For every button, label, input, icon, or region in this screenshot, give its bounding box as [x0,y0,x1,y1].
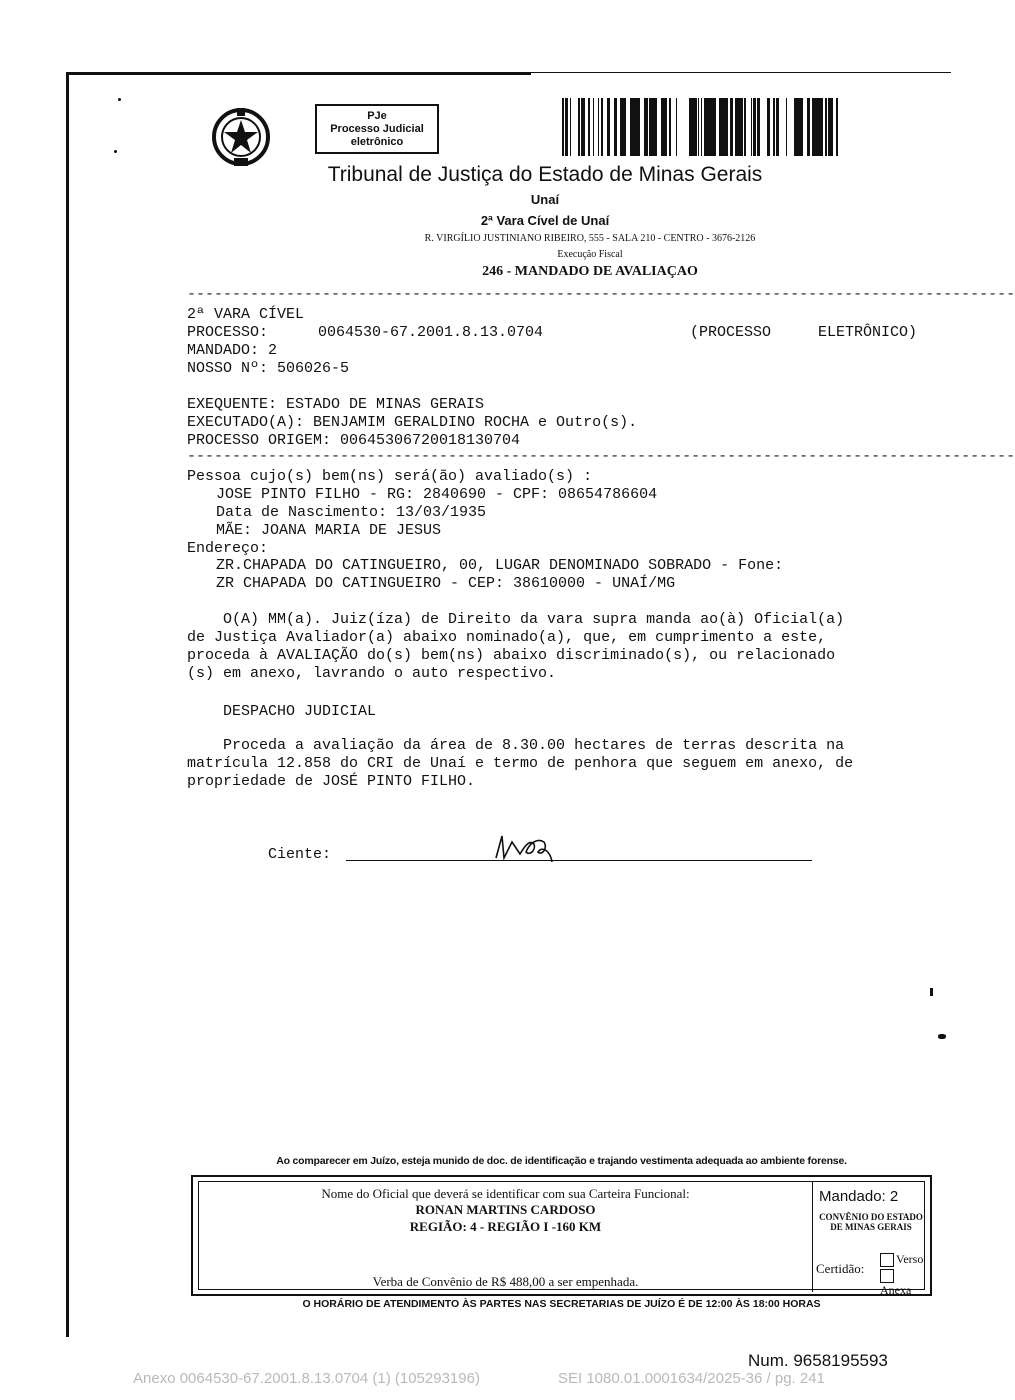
pje-logo-box [315,104,439,154]
verso-label: Verso [896,1252,924,1266]
signature-icon [490,828,560,864]
address-line-2: ZR CHAPADA DO CATINGUEIRO - CEP: 38610000 - UNAÍ/MG [216,575,676,592]
exequente-line: EXEQUENTE: ESTADO DE MINAS GERAIS [187,396,485,413]
verso-checkbox[interactable] [880,1253,894,1267]
pje-line-3: eletrônico [350,136,404,148]
processo-label: PROCESSO: [187,324,269,341]
processo-number: 0064530-67.2001.8.13.0704 [318,324,544,341]
top-border-line [66,72,531,75]
processo-origem-line: PROCESSO ORIGEM: 00645306720018130704 [187,432,521,449]
document-title: 246 - MANDADO DE AVALIAÇAO [482,264,698,279]
executado-line: EXECUTADO(A): BENJAMIM GERALDINO ROCHA e Outro(s). [187,414,638,431]
barcode-icon [562,98,837,156]
address-line-1: ZR.CHAPADA DO CATINGUEIRO, 00, LUGAR DENOMINADO SOBRADO - Fone: [216,557,784,574]
city-name: Unaí [530,192,560,207]
official-name: RONAN MARTINS CARDOSO [415,1202,596,1217]
person-heading: Pessoa cujo(s) bem(ns) será(ão) avaliado(s) : [187,468,593,485]
ciente-label: Ciente: [268,846,332,863]
vara-line: 2ª VARA CÍVEL [187,306,305,323]
anexa-label: Anexa [880,1282,912,1297]
court-address: R. VIRGÍLIO JUSTINIANO RIBEIRO, 555 - SALA 210 - CENTRO - 3676-2126 [424,233,756,244]
convenio-line-2: DE MINAS GERAIS [830,1222,912,1232]
signature-line [346,860,812,861]
person-name-line: JOSE PINTO FILHO - RG: 2840690 - CPF: 08654786604 [216,486,658,503]
certidao-label: Certidão: [816,1261,865,1276]
coat-of-arms-icon [210,106,272,168]
dashed-separator: -------------------------------------------------------------------------------------------- [187,286,1015,303]
despacho-line-2: matrícula 12.858 do CRI de Unaí e termo de penhora que seguem em anexo, de [187,755,854,772]
anexa-option[interactable] [880,1267,924,1296]
scan-speck [930,988,933,996]
dashed-separator: -------------------------------------------------------------------------------------------- [187,448,1015,465]
convenio-line-1: CONVÊNIO DO ESTADO [819,1212,923,1222]
footer-mandado: Mandado: 2 [819,1188,899,1205]
official-info-box [191,1175,932,1296]
classe-label: Execução Fiscal [557,249,623,260]
document-num: Num. 9658195593 [748,1351,888,1370]
verso-option[interactable] [880,1252,924,1267]
nosso-numero-line: NOSSO Nº: 506026-5 [187,360,350,377]
vara-name: 2ª Vara Cível de Unaí [480,213,610,228]
scan-speck [114,150,117,153]
body-para-line-4: (s) em anexo, lavrando o auto respectivo. [187,665,557,682]
body-para-line-1: O(A) MM(a). Juiz(íza) de Direito da vara supra manda ao(à) Oficial(a) [187,611,845,628]
left-border-line [66,72,69,1337]
scan-speck [118,98,121,101]
court-name: Tribunal de Justiça do Estado de Minas Gerais [327,163,763,186]
official-info-inner-border [198,1181,925,1297]
pje-line-2: Processo Judicial [330,123,424,135]
person-mother-line: MÃE: JOANA MARIA DE JESUS [216,522,442,539]
official-region: REGIÃO: 4 - REGIÃO I -160 KM [409,1219,602,1234]
body-para-line-2: de Justiça Avaliador(a) abaixo nominado(a), que, em cumprimento a este, [187,629,827,646]
top-border-line-thin [531,72,951,73]
horario-notice: O HORÁRIO DE ATENDIMENTO ÀS PARTES NAS SECRETARIAS DE JUÍZO É DE 12:00 ÀS 18:00 HORAS [302,1298,821,1310]
verba-convenio: Verba de Convênio de R$ 488,00 a ser empenhada. [372,1274,639,1289]
address-label: Endereço: [187,540,269,557]
official-label: Nome do Oficial que deverá se identificar com sua Carteira Funcional: [321,1186,690,1201]
despacho-label: DESPACHO JUDICIAL [187,703,377,720]
processo-type-2: ELETRÔNICO) [818,324,918,341]
certidao-options [880,1252,924,1297]
pje-line-1: PJe [367,110,387,122]
despacho-line-1: Proceda a avaliação da área de 8.30.00 hectares de terras descrita na [187,737,845,754]
despacho-line-3: propriedade de JOSÉ PINTO FILHO. [187,773,476,790]
anexo-stamp: Anexo 0064530-67.2001.8.13.0704 (1) (105293196) [133,1370,480,1387]
sei-stamp: SEI 1080.01.0001634/2025-36 / pg. 241 [558,1370,825,1387]
scan-speck [938,1034,946,1039]
person-birth-line: Data de Nascimento: 13/03/1935 [216,504,487,521]
footer-notice: Ao comparecer em Juízo, esteja munido de doc. de identificação e trajando vestimenta adequada ao ambiente forense. [276,1155,847,1167]
anexa-checkbox[interactable] [880,1269,894,1283]
mandado-line: MANDADO: 2 [187,342,278,359]
processo-type-1: (PROCESSO [690,324,772,341]
body-para-line-3: proceda à AVALIAÇÃO do(s) bem(ns) abaixo discriminado(s), ou relacionado [187,647,836,664]
footer-column-divider [812,1182,813,1292]
